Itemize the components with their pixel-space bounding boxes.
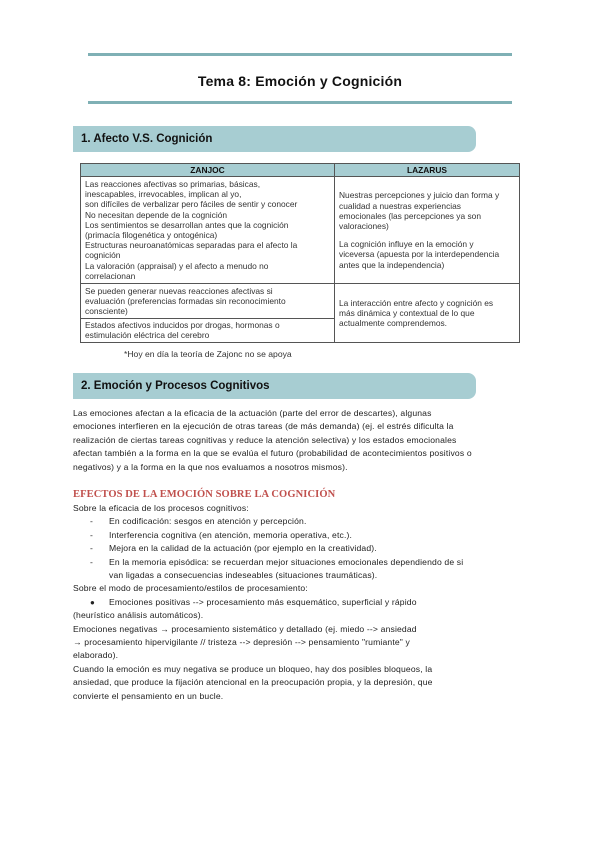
spacer xyxy=(339,231,515,239)
cell-line: (primacía filogenética y ontogénica) xyxy=(85,230,218,241)
title-underline-rule xyxy=(88,101,512,104)
list-item: - En codificación: sesgos en atención y percepción. xyxy=(73,515,528,528)
cell-line: cualidad a nuestras experiencias xyxy=(339,200,461,211)
cell-line: Estados afectivos inducidos por drogas, hormonas o xyxy=(85,319,280,330)
table-row xyxy=(81,177,520,284)
cell-line: más dinámica y contextual de lo que xyxy=(339,307,475,318)
dash-bullet: - xyxy=(90,516,94,527)
cell-line: Estructuras neuroanatómicas separadas para el afecto la xyxy=(85,240,298,251)
cell-line: inescapables, irrevocables, implican al yo, xyxy=(85,189,242,200)
dash-bullet: - xyxy=(90,529,94,540)
effects-subheading: EFECTOS DE LA EMOCIÓN SOBRE LA COGNICIÓN xyxy=(73,489,336,500)
bullet-dot-icon: ● xyxy=(90,597,95,607)
column-header-lazarus: LAZARUS xyxy=(335,164,520,177)
text-line: → procesamiento hipervigilante // tristeza --> depresión --> pensamiento "rumiante" y xyxy=(73,637,410,648)
cell-line: estimulación eléctrica del cerebro xyxy=(85,329,210,340)
cell-line: viceversa (apuesta por la interdependencia xyxy=(339,249,500,260)
cell-line: La valoración (appraisal) y el afecto a menudo no xyxy=(85,260,269,271)
footnote: *Hoy en día la teoría de Zajonc no se apoya xyxy=(124,349,292,359)
zanjoc-cell-2 xyxy=(81,284,335,343)
table-row xyxy=(81,284,520,343)
list-item: - Interferencia cognitiva (en atención, memoria operativa, etc.). xyxy=(73,529,528,542)
cell-divider xyxy=(81,318,334,340)
efficacy-list xyxy=(73,515,528,582)
text-line: Las emociones afectan a la eficacia de la actuación (parte del error de descartes), algunas xyxy=(73,408,432,418)
text-line: afectan también a la forma en la que se evalúa el futuro (probabilidad de acontecimientos positivos o xyxy=(73,448,472,459)
text-line: convierte el pensamiento en un bucle. xyxy=(73,690,224,701)
dash-bullet: - xyxy=(90,543,94,554)
cell-line: Se pueden generar nuevas reacciones afectivas si xyxy=(85,286,273,297)
table-header-row xyxy=(81,164,520,177)
top-rule xyxy=(88,53,512,56)
list-item: ● Emociones positivas --> procesamiento más esquemático, superficial y rápido xyxy=(73,596,528,609)
cell-line: Los sentimientos se desarrollan antes que la cognición xyxy=(85,219,289,230)
lazarus-cell-2 xyxy=(335,284,520,343)
intro-paragraph xyxy=(73,407,528,474)
text-line: realización de ciertas tareas cognitivas y reduce la atención selectiva) y los estados emocionales xyxy=(73,434,457,445)
cell-line: La cognición influye en la emoción y xyxy=(339,239,474,250)
text-line: emociones interfieren en la ejecución de otras tareas (de más demanda) (ej. el estrés dificulta la xyxy=(73,421,454,432)
cell-line: emocionales (las percepciones ya son xyxy=(339,210,481,221)
mode-intro: Sobre el modo de procesamiento/estilos de procesamiento: xyxy=(73,583,308,594)
cell-line: son difíciles de verbalizar pero fáciles de sentir y conocer xyxy=(85,199,298,210)
cell-line: valoraciones) xyxy=(339,220,389,231)
efficacy-intro: Sobre la eficacia de los procesos cognitivos: xyxy=(73,503,249,513)
text-line: (heurístico análisis automáticos). xyxy=(73,610,204,621)
text-line: ansiedad, que produce la fijación atencional en la preocupación propia, y la depresión, que xyxy=(73,677,433,688)
cell-line: correlacionan xyxy=(85,270,136,281)
cell-line: antes que la independencia) xyxy=(339,259,445,270)
comparison-table xyxy=(80,163,520,343)
cell-line: La interacción entre afecto y cognición es xyxy=(339,297,494,308)
dash-bullet: - xyxy=(90,556,94,567)
effects-body xyxy=(73,502,528,703)
zanjoc-cell-1 xyxy=(81,177,335,284)
list-item: - Mejora en la calidad de la actuación (por ejemplo en la creatividad). xyxy=(73,542,528,555)
cell-line: No necesitan depende de la cognición xyxy=(85,209,228,220)
cell-line: Nuestras percepciones y juicio dan forma y xyxy=(339,190,500,201)
text-line: Emociones negativas → procesamiento sistemático y detallado (ej. miedo --> ansiedad xyxy=(73,623,417,634)
cell-line: Las reacciones afectivas so primarias, básicas, xyxy=(85,179,261,189)
cell-line: cognición xyxy=(85,250,121,261)
lazarus-cell-1 xyxy=(335,177,520,284)
cell-line: evaluación (preferencias formadas sin reconocimiento xyxy=(85,296,286,307)
mode-list xyxy=(73,596,528,609)
cell-line: actualmente comprendemos. xyxy=(339,318,447,329)
column-header-zanjoc: ZANJOC xyxy=(81,164,335,177)
page-title: Tema 8: Emoción y Cognición xyxy=(197,73,403,89)
list-item: - En la memoria episódica: se recuerdan mejor situaciones emocionales dependiendo de si van ligadas a consecuencias indeseables (situaciones traumáticas). xyxy=(90,556,464,581)
section-1-heading: 1. Afecto V.S. Cognición xyxy=(73,126,476,152)
section-2-heading: 2. Emoción y Procesos Cognitivos xyxy=(73,373,476,399)
text-line: Cuando la emoción es muy negativa se produce un bloqueo, hay dos posibles bloqueos, la xyxy=(73,663,433,674)
text-line: negativos) y a la forma en la que nos evaluamos a nosotros mismos). xyxy=(73,461,348,472)
cell-line: consciente) xyxy=(85,306,128,317)
text-line: elaborado). xyxy=(73,650,119,661)
